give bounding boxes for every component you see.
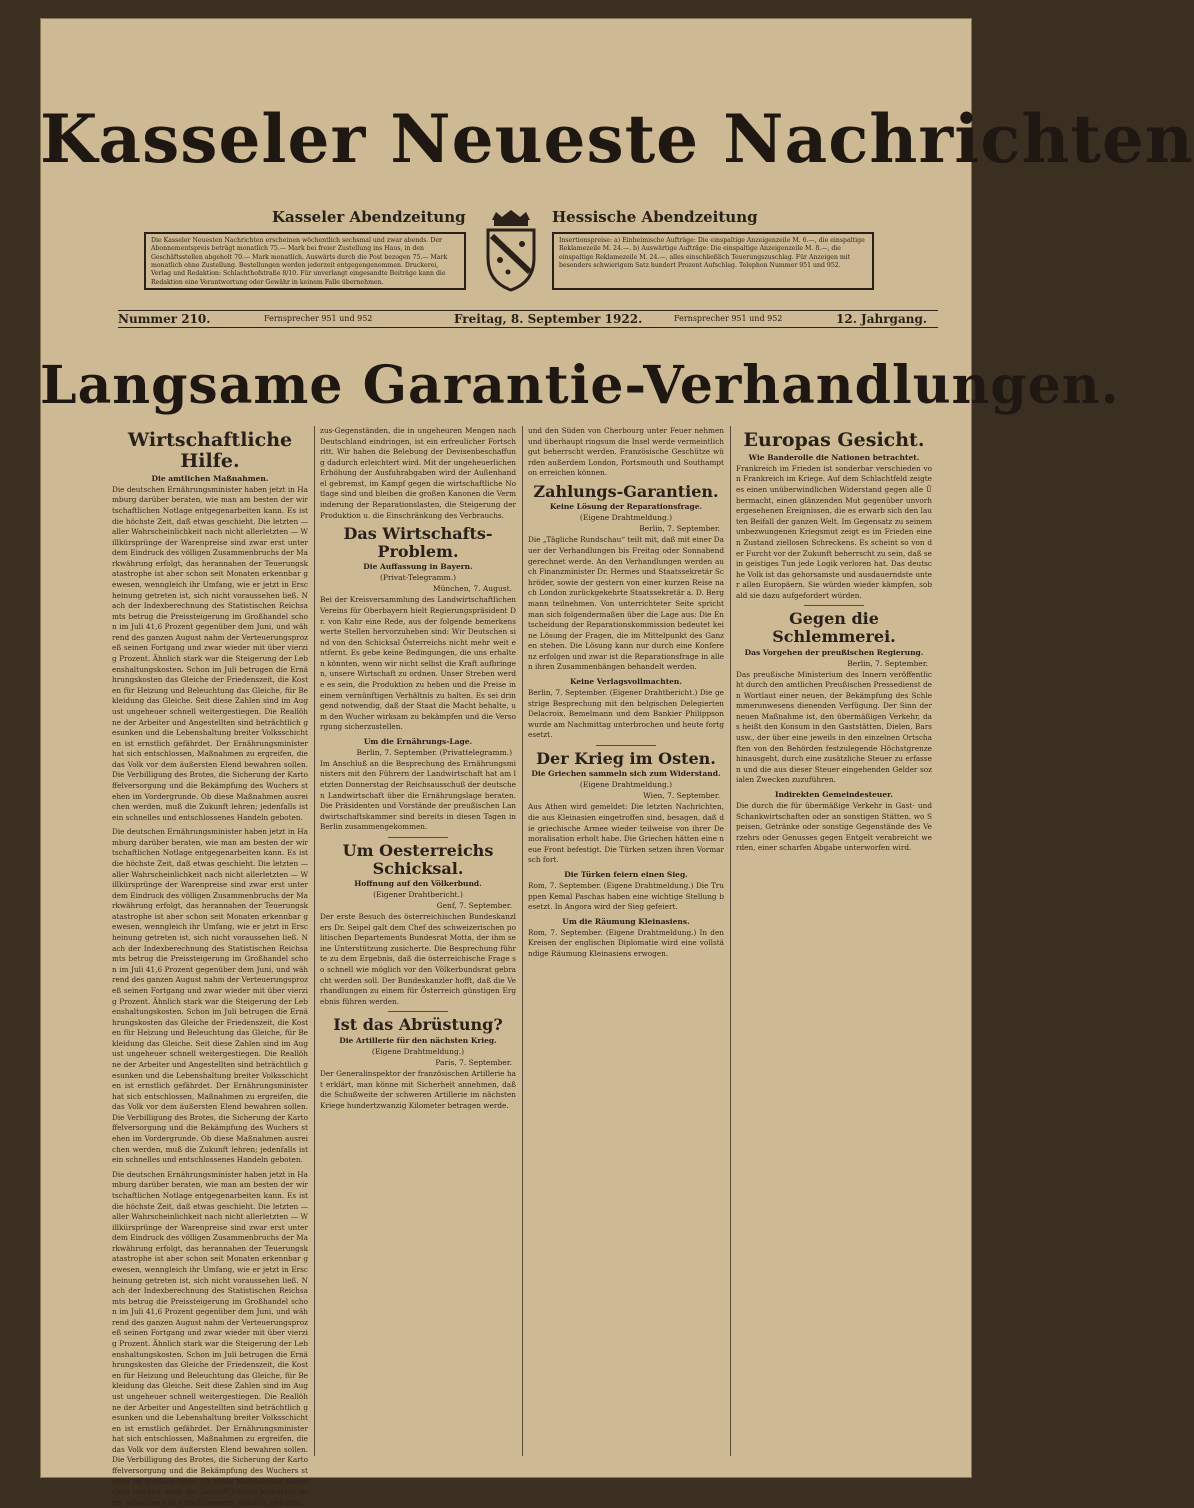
article-subtitle: Das Vorgehen der preußischen Regierung. (744, 647, 924, 657)
article-body: Das preußische Ministerium des Innern veröffentlicht durch den amtlichen Preußischen Pressedienst den Wortlaut einer neuen, der Bekämpfung des Schlemmerunwesens dienenden Verfügung. Der Sinn der neuen Maßnahme ist, den übermäßigen Verkehr, das heißt den Konsum in den Gaststätten, Dielen, Bars usw., der über eine jeweils in den einzelnen Ortschaften von den Behörden festzulegende Höchstgrenze hinausgeht, durch eine zusätzliche Steuer zu erfassen und die aus dieser Steuer eingehenden Gelder sozialen Zwecken zuzuführen. (736, 669, 932, 785)
article-title: Gegen die Schlemmerei. (772, 609, 896, 646)
article-subheading: Die Türken feiern einen Sieg. (564, 869, 688, 879)
article-subheading: Um die Ernährungs-Lage. (363, 736, 473, 746)
issue-number: Nummer 210. (118, 312, 211, 326)
phone-right: Fernsprecher 951 und 952 (674, 314, 783, 323)
article-subtitle: Die Artillerie für den nächsten Krieg. (339, 1035, 497, 1045)
article-title: Der Krieg im Osten. (536, 748, 716, 768)
masthead (40, 100, 1194, 178)
article-body: Die durch die für übermäßige Verkehr in Gast- und Schankwirtschaften oder an sonstigen Stätten, wo Speisen, Getränke oder sonstige Gegenstände des Verzehrs oder Genusses gegen Entgelt verabreicht werden, einer scharfen Abgabe unterworfen wird. (736, 800, 932, 853)
article-subtitle: Die amtlichen Maßnahmen. (151, 473, 269, 483)
article-place: Berlin, 7. September. (847, 658, 928, 668)
divider (596, 745, 656, 746)
article-continuation: zus-Gegenständen, die in ungeheuren Mengen nach Deutschland eindringen, ist ein erfreulicher Fortschritt. Wir haben die Belebung der Devisenbeschaffung dadurch erleichtert wird. Mit der ungeheuerlichen Erhöhung der Ausfuhrabgaben wird der Außenhandel gebremst, im Kampf gegen die wirtschaftliche Notlage sind und bleiben die großen Kanonen die Verminderung der Reparationslasten, die Steigerung der Produktion u. die Einschränkung des Verbrauchs. (320, 426, 516, 520)
article-place: Berlin, 7. September. (639, 524, 720, 534)
article-place: Wien, 7. September. (643, 791, 720, 801)
column-rule (730, 426, 731, 1456)
article-subtitle: Keine Lösung der Reparationsfrage. (549, 502, 703, 512)
article-subheading: Um die Räumung Kleinasiens. (562, 916, 690, 926)
newspaper-title: Kasseler Neueste Nachrichten (40, 100, 1194, 178)
article-subheading: Keine Verlagsvollmachten. (569, 677, 682, 686)
article-body: Bei der Kreisversammlung des Landwirtschaftlichen Vereins für Oberbayern hielt Regierungspräsident Dr. von Kahr eine Rede, aus der folgende bemerkenswerte Stellen hervorzuheben sind: Wir Deutschen sind von den Schicksal Österreichs nicht mehr weit entfernt. Es gebe keine Bedingungen, die uns erhalten könnten, wenn wir nicht selbst die Kraft aufbringen, unsere Wirtschaft zu ordnen. Unser Streben werde es sein, die Produktion zu heben und die Preise in einem vernünftigen Verhältnis zu halten. Es sei dringend notwendig, daß der Staat die Macht behalte, um den Wucher wirksam zu bekämpfen und die Versorgung sicherzustellen. (320, 595, 516, 732)
column-3 (528, 426, 724, 1466)
article-place: Genf, 7. September. (436, 901, 512, 911)
phone-left: Fernsprecher 951 und 952 (264, 314, 373, 323)
article-body: Die „Tägliche Rundschau“ teilt mit, daß mit einer Dauer der Verhandlungen bis Freitag oder Sonnabend gerechnet werde. An den Verhandlungen werden auch Finanzminister Dr. Hermes und Staatssekretär Schröder, sowie der gestern von einer kurzen Reise nach London zurückgekehrte Staatssekretär a. D. Bergmann teilnehmen. Von unterrichteter Seite spricht man sich folgendermaßen über die Lage aus: Die Entscheidung der Reparationskommission bedeutet keine Lösung der Fragen, die im Mittelpunkt des Ganzen stehen. Die Lösung kann nur durch eine Konferenz erfolgen und zwar ist die Reparationsfrage in allen ihren Zusammenhängen behandelt werden. (528, 535, 724, 672)
article-subheading: Indirekten Gemeindesteuer. (774, 789, 894, 799)
coat-of-arms-icon (480, 210, 542, 292)
issue-date: Freitag, 8. September 1922. (454, 312, 643, 326)
article-subtitle: Die Auffassung in Bayern. (363, 562, 473, 572)
article-title: Um Oesterreichs Schicksal. (342, 840, 494, 878)
article-body: Aus Athen wird gemeldet: Die letzten Nachrichten, die aus Kleinasien eingetroffen sind, besagen, daß die griechische Armee wieder teilweise von ihrer Demoralisation erholt habe. Die Griechen hätten eine neue Front befestigt. Die Türken setzen ihren Vormarsch fort. (528, 802, 724, 865)
article-place: München, 7. August. (432, 584, 512, 594)
divider (388, 837, 448, 838)
article-title: Das Wirtschafts-Problem. (343, 524, 493, 561)
divider (804, 605, 864, 606)
article-place: Paris, 7. September. (435, 1057, 512, 1067)
column-4 (736, 426, 932, 1466)
article-subtitle: Wie Banderolle die Nationen betrachtet. (748, 452, 920, 462)
main-headline: Langsame Garantie-Verhandlungen. (40, 355, 1120, 416)
advertising-info-text: Insertionspreise: a) Einheimische Aufträge: Die einspaltige Anzeigenzeile M. 6.—, die einspaltige Reklamezeile M. 24.—. b) Auswärtige Aufträge: Die einspaltige Anzeigenzeile M. 8.—, die einspaltige Reklamezeile M. 24.—, alles einschließlich Teuerungszuschlag. Für Anzeigen mit besonders schwierigem Satz hundert Prozent Aufschlag. Telephon Nummer 951 und 952. (559, 237, 865, 270)
column-rule (522, 426, 523, 1456)
column-2 (320, 426, 516, 1466)
volume-year: 12. Jahrgang. (836, 312, 928, 326)
article-body: Rom, 7. September. (Eigene Drahtmeldung.) Die Truppen Kemal Paschas haben eine wichtige Stellung besetzt. In Angora wird der Sieg gefeiert. (528, 880, 724, 912)
article-continuation: und den Süden von Cherbourg unter Feuer nehmen und überhaupt ringsum die Insel werde vermeintlich gut beherrscht werden. Französische Geschütze würden außerdem London, Portsmouth und Southampton erreichen können. (528, 426, 725, 478)
article-place: Berlin, 7. September. (Privattelegramm.) (356, 747, 512, 757)
article-subtitle: Die Griechen sammeln sich zum Widerstand. (531, 769, 721, 779)
subtitle-right: Hessische Abendzeitung (552, 208, 758, 226)
article-title: Europas Gesicht. (743, 429, 925, 451)
subscription-info-text: Die Kasseler Neuesten Nachrichten erscheinen wöchentlich sechsmal und zwar abends. Der Abonnementspreis beträgt monatlich 75.— Mark bei freier Zustellung ins Haus, in den Geschäftsstellen abgeholt 70.— Mark monatlich. Auswärts durch die Post bezogen 75.— Mark monatlich ohne Zustellung. Bestellungen werden jederzeit entgegengenommen. Druckerei, Verlag und Redaktion: Schlachthofstraße 8/10. Für unverlangt eingesandte Beiträge kann die Redaktion eine Verantwortung oder Gewähr in keinem Falle übernehmen. (151, 237, 448, 286)
article-source: (Eigener Drahtbericht.) (373, 890, 463, 900)
article-title: Wirtschaftliche Hilfe. (127, 429, 293, 472)
article-body: Frankreich im Frieden ist sonderbar verschieden von Frankreich im Kriege. Auf dem Schlachtfeld zeigte es einen unüberwindlichen Widerstand gegen alle Übermacht, einen glänzenden Mut gegenüber unvorhergesehenen Ereignissen, die es erwarb sich den lauten Beifall der ganzen Welt. Im Gegensatz zu seinem unbezwungenen Kriegsmut zeigt es im Frieden einen Zustand ziellosen Schreckens. Es scheint so von der Furcht vor der Zukunft beherrscht zu sein, daß sein geistiges Tun jede Logik verloren hat. Das deutsche Volk ist das gehorsamste und ausdauerndste unter allen Europäern. Sie würden wieder kämpfen, sobald sie dazu aufgefordert würden. (736, 463, 932, 600)
subscription-info-box (144, 232, 466, 290)
article-body-cont: Die deutschen Ernährungsminister haben jetzt in Hamburg darüber beraten, wie man am besten der wirtschaftlichen Notlage entgegenarbeiten kann. Es ist die höchste Zeit, daß etwas geschieht. Die letzten — aller Wahrscheinlichkeit nach nicht allerletzten — Willkürsprünge der Warenpreise sind zwar erst unter dem Eindruck des völligen Zusammenbruchs der Markwährung erfolgt, das herannahen der Teuerungskatastrophe ist aber schon seit Monaten erkennbar gewesen, wenngleich ihr Umfang, wie er jetzt in Erscheinung getreten ist, sich nicht voraussehen ließ. Nach der Indexberechnung des Statistischen Reichsamts betrug die Preissteigerung im Großhandel schon im Juli 41,6 Prozent gegenüber dem Juni, und während des ganzen August nahm der Verteuerungsprozeß seinen Fortgang und zwar wieder mit über vierzig Prozent. Ähnlich stark war die Steigerung der Lebenshaltungskosten. Schon im Juli betrugen die Ernährungskosten das Gleiche der Friedenszeit, die Kosten für Heizung und Beleuchtung das Gleiche, für Bekleidung das Gleiche. Seit diese Zahlen sind im August ungeheuer schnell weitergestiegen. Die Reallöhne der Arbeiter und Angestellten sind beträchtlich gesunken und die Lebenshaltung breiter Volksschichten ist ernstlich gefährdet. Der Ernährungsminister hat sich entschlossen, Maßnahmen zu ergreifen, die das Volk vor dem äußersten Elend bewahren sollen. Die Verbilligung des Brotes, die Sicherung der Kartoffelversorgung und die Bekämpfung des Wuchers stehen im Vordergrunde. Ob diese Maßnahmen ausreichen werden, muß die Zukunft lehren; jedenfalls ist ein schnelles und entschlossenes Handeln geboten. (112, 827, 309, 1165)
article-title: Ist das Abrüstung? (333, 1015, 503, 1035)
article-body-cont: Die deutschen Ernährungsminister haben jetzt in Hamburg darüber beraten, wie man am besten der wirtschaftlichen Notlage entgegenarbeiten kann. Es ist die höchste Zeit, daß etwas geschieht. Die letzten — aller Wahrscheinlichkeit nach nicht allerletzten — Willkürsprünge der Warenpreise sind zwar erst unter dem Eindruck des völligen Zusammenbruchs der Markwährung erfolgt, das herannahen der Teuerungskatastrophe ist aber schon seit Monaten erkennbar gewesen, wenngleich ihr Umfang, wie er jetzt in Erscheinung getreten ist, sich nicht voraussehen ließ. Nach der Indexberechnung des Statistischen Reichsamts betrug die Preissteigerung im Großhandel schon im Juli 41,6 Prozent gegenüber dem Juni, und während des ganzen August nahm der Verteuerungsprozeß seinen Fortgang und zwar wieder mit über vierzig Prozent. Ähnlich stark war die Steigerung der Lebenshaltungskosten. Schon im Juli betrugen die Ernährungskosten das Gleiche der Friedenszeit, die Kosten für Heizung und Beleuchtung das Gleiche, für Bekleidung das Gleiche. Seit diese Zahlen sind im August ungeheuer schnell weitergestiegen. Die Reallöhne der Arbeiter und Angestellten sind beträchtlich gesunken und die Lebenshaltung breiter Volksschichten ist ernstlich gefährdet. Der Ernährungsminister hat sich entschlossen, Maßnahmen zu ergreifen, die das Volk vor dem äußersten Elend bewahren sollen. Die Verbilligung des Brotes, die Sicherung der Kartoffelversorgung und die Bekämpfung des Wuchers stehen im Vordergrunde. Ob diese Maßnahmen ausreichen werden, muß die Zukunft lehren; jedenfalls ist ein schnelles und entschlossenes Handeln geboten. (112, 1169, 309, 1507)
subtitle-left: Kasseler Abendzeitung (272, 208, 466, 226)
article-body: Im Anschluß an die Besprechung des Ernährungsministers mit den Führern der Landwirtschaft hat am letzten Donnerstag der Reichsausschuß der deutschen Landwirtschaft über die Ernährungslage beraten. Die Präsidenten und Vorstände der preußischen Landwirtschaftskammer sind bereits in diesen Tagen in Berlin zusammengekommen. (320, 758, 516, 832)
article-subtitle: Hoffnung auf den Völkerbund. (354, 879, 482, 889)
article-body: Berlin, 7. September. (Eigener Drahtbericht.) Die gestrige Besprechung mit den belgischen Delegierten Delacroix, Bemelmann und dem Bankier Philippson wurde am Nachmittag unterbrochen und heute fortgesetzt. (528, 688, 724, 740)
dateline (118, 310, 938, 328)
article-body: Rom, 7. September. (Eigene Drahtmeldung.) In den Kreisen der englischen Diplomatie wird eine vollständige Räumung Kleinasiens erwogen. (528, 927, 724, 958)
column-rule (314, 426, 315, 1456)
article-source: (Eigene Drahtmeldung.) (579, 513, 673, 523)
newspaper-page (40, 18, 1194, 1507)
column-1 (112, 426, 309, 1507)
article-source: (Privat-Telegramm.) (379, 573, 457, 583)
article-body: Der Generalinspektor der französischen Artillerie hat erklärt, man könne mit Sicherheit annehmen, daß die Schußweite der schweren Artillerie im nächsten Kriege hundertzwanzig Kilometer betragen werde. (320, 1068, 516, 1110)
article-title: Zahlungs-Garantien. (533, 481, 719, 501)
divider (388, 1011, 448, 1012)
article-source: (Eigene Drahtmeldung.) (579, 780, 673, 790)
article-body: Die deutschen Ernährungsminister haben jetzt in Hamburg darüber beraten, wie man am besten der wirtschaftlichen Notlage entgegenarbeiten kann. Es ist die höchste Zeit, daß etwas geschieht. Die letzten — aller Wahrscheinlichkeit nach nicht allerletzten — Willkürsprünge der Warenpreise sind zwar erst unter dem Eindruck des völligen Zusammenbruchs der Markwährung erfolgt, das herannahen der Teuerungskatastrophe ist aber schon seit Monaten erkennbar gewesen, wenngleich ihr Umfang, wie er jetzt in Erscheinung getreten ist, sich nicht voraussehen ließ. Nach der Indexberechnung des Statistischen Reichsamts betrug die Preissteigerung im Großhandel schon im Juli 41,6 Prozent gegenüber dem Juni, und während des ganzen August nahm der Verteuerungsprozeß seinen Fortgang und zwar wieder mit über vierzig Prozent. Ähnlich stark war die Steigerung der Lebenshaltungskosten. Schon im Juli betrugen die Ernährungskosten das Gleiche der Friedenszeit, die Kosten für Heizung und Beleuchtung das Gleiche, für Bekleidung das Gleiche. Seit diese Zahlen sind im August ungeheuer schnell weitergestiegen. Die Reallöhne der Arbeiter und Angestellten sind beträchtlich gesunken und die Lebenshaltung breiter Volksschichten ist ernstlich gefährdet. Der Ernährungsminister hat sich entschlossen, Maßnahmen zu ergreifen, die das Volk vor dem äußersten Elend bewahren sollen. Die Verbilligung des Brotes, die Sicherung der Kartoffelversorgung und die Bekämpfung des Wuchers stehen im Vordergrunde. Ob diese Maßnahmen ausreichen werden, muß die Zukunft lehren; jedenfalls ist ein schnelles und entschlossenes Handeln geboten. (112, 484, 309, 822)
article-source: (Eigene Drahtmeldung.) (371, 1046, 465, 1056)
advertising-info-box (552, 232, 874, 290)
article-body: Der erste Besuch des österreichischen Bundeskanzlers Dr. Seipel galt dem Chef des schweizerischen politischen Departements Bundesrat Motta, der ihm seine Unterstützung zusicherte. Die Besprechung führte zu dem Ergebnis, daß die österreichische Frage so schnell wie möglich vor den Völkerbundsrat gebracht werden soll. Der Bundeskanzler hofft, daß die Verhandlungen zu einem für Österreich günstigen Ergebnis führen werden. (320, 912, 516, 1006)
